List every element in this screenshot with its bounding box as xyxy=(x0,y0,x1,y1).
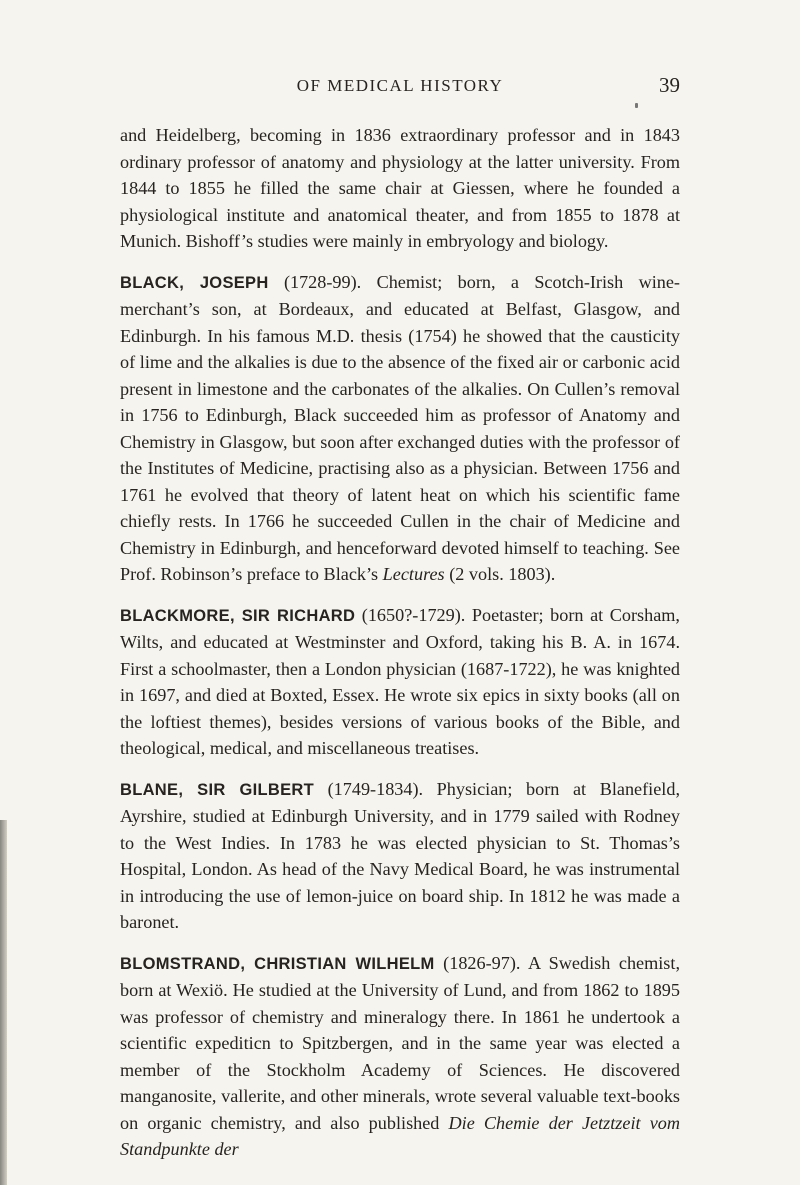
entry-blackmore-richard xyxy=(120,602,680,762)
page-header xyxy=(120,73,680,102)
entry-text: (1728-99). Chemist; born, a Scotch-Irish wine-merchant’s son, at Bordeaux, and educated at Belfast, Glasgow, and Edinburgh. In his famous M.D. thesis (1754) he showed that the causticity of lime and the alkalies is due to the absence of the fixed air or carbonic acid present in limestone and the carbonates of the alkalies. On Cullen’s removal in 1756 to Edinburgh, Black succeeded him as professor of Anatomy and Chemistry in Glasgow, but soon after exchanged duties with the professor of the Institutes of Medicine, practising also as a physician. Between 1756 and 1761 he evolved that theory of latent heat on which his scientific fame chiefly rests. In 1766 he succeeded Cullen in the chair of Medicine and Chemistry in Edinburgh, and henceforward devoted himself to teaching. See Prof. Robinson’s preface to Black’s xyxy=(120,271,680,584)
entry-text: (1650?-1729). Poetaster; born at Corsham, Wilts, and educated at Westminster and Oxford, taking his B. A. in 1674. First a schoolmaster, then a London physician (1687-1722), he was knighted in 1697, and died at Boxted, Essex. He wrote six epics in sixty books (all on the loftiest themes), besides versions of various books of the Bible, and theological, medical, and miscellaneous treatises. xyxy=(120,604,680,758)
entry-headword: BLOMSTRAND, CHRISTIAN WILHELM xyxy=(120,954,435,973)
entry-italic: Die Chemie der Jetztzeit vom Standpunkte der xyxy=(120,1112,680,1159)
entry-text: (1749-1834). Physician; born at Blanefield, Ayrshire, studied at Edinburgh University, and in 1779 sailed with Rodney to the West Indies. In 1783 he was elected physician to St. Thomas’s Hospital, London. As head of the Navy Medical Board, he was instrumental in introducing the use of lemon-juice on board ship. In 1812 he was made a baronet. xyxy=(120,778,681,932)
entry-tail: (2 vols. 1803). xyxy=(444,564,556,584)
entry-black-joseph xyxy=(120,269,680,588)
entry-headword: BLANE, SIR GILBERT xyxy=(120,780,315,799)
entry-headword: BLACK, JOSEPH xyxy=(120,273,269,292)
continued-paragraph: and Heidelberg, becoming in 1836 extraordinary professor and in 1843 ordinary professor of anatomy and physiology at the latter university. From 1844 to 1855 he filled the same chair at Giessen, where he founded a physiological institute and anatomical theater, and from 1855 to 1878 at Munich. Bishoff’s studies were mainly in embryology and biology. xyxy=(120,125,680,251)
entry-headword: BLACKMORE, SIR RICHARD xyxy=(120,606,356,625)
entry-blane-gilbert xyxy=(120,776,680,936)
entry-text: (1826-97). A Swedish chemist, born at Wexiö. He studied at the University of Lund, and from 1862 to 1895 was professor of chemistry and mineralogy there. In 1861 he undertook a scientific expediticn to Spitzbergen, and in the same year was elected a member of the Stockholm Academy of Sciences. He discovered manganosite, vallerite, and other minerals, wrote several valuable text-books on organic chemistry, and also published xyxy=(120,952,680,1133)
print-speck xyxy=(635,103,638,108)
page-edge-shadow xyxy=(0,820,7,1185)
page-body xyxy=(120,122,680,1177)
running-head: OF MEDICAL HISTORY xyxy=(296,76,504,95)
entry-italic: Lectures xyxy=(382,564,445,584)
page-number: 39 xyxy=(659,73,680,97)
entry-blomstrand-christian xyxy=(120,950,680,1163)
